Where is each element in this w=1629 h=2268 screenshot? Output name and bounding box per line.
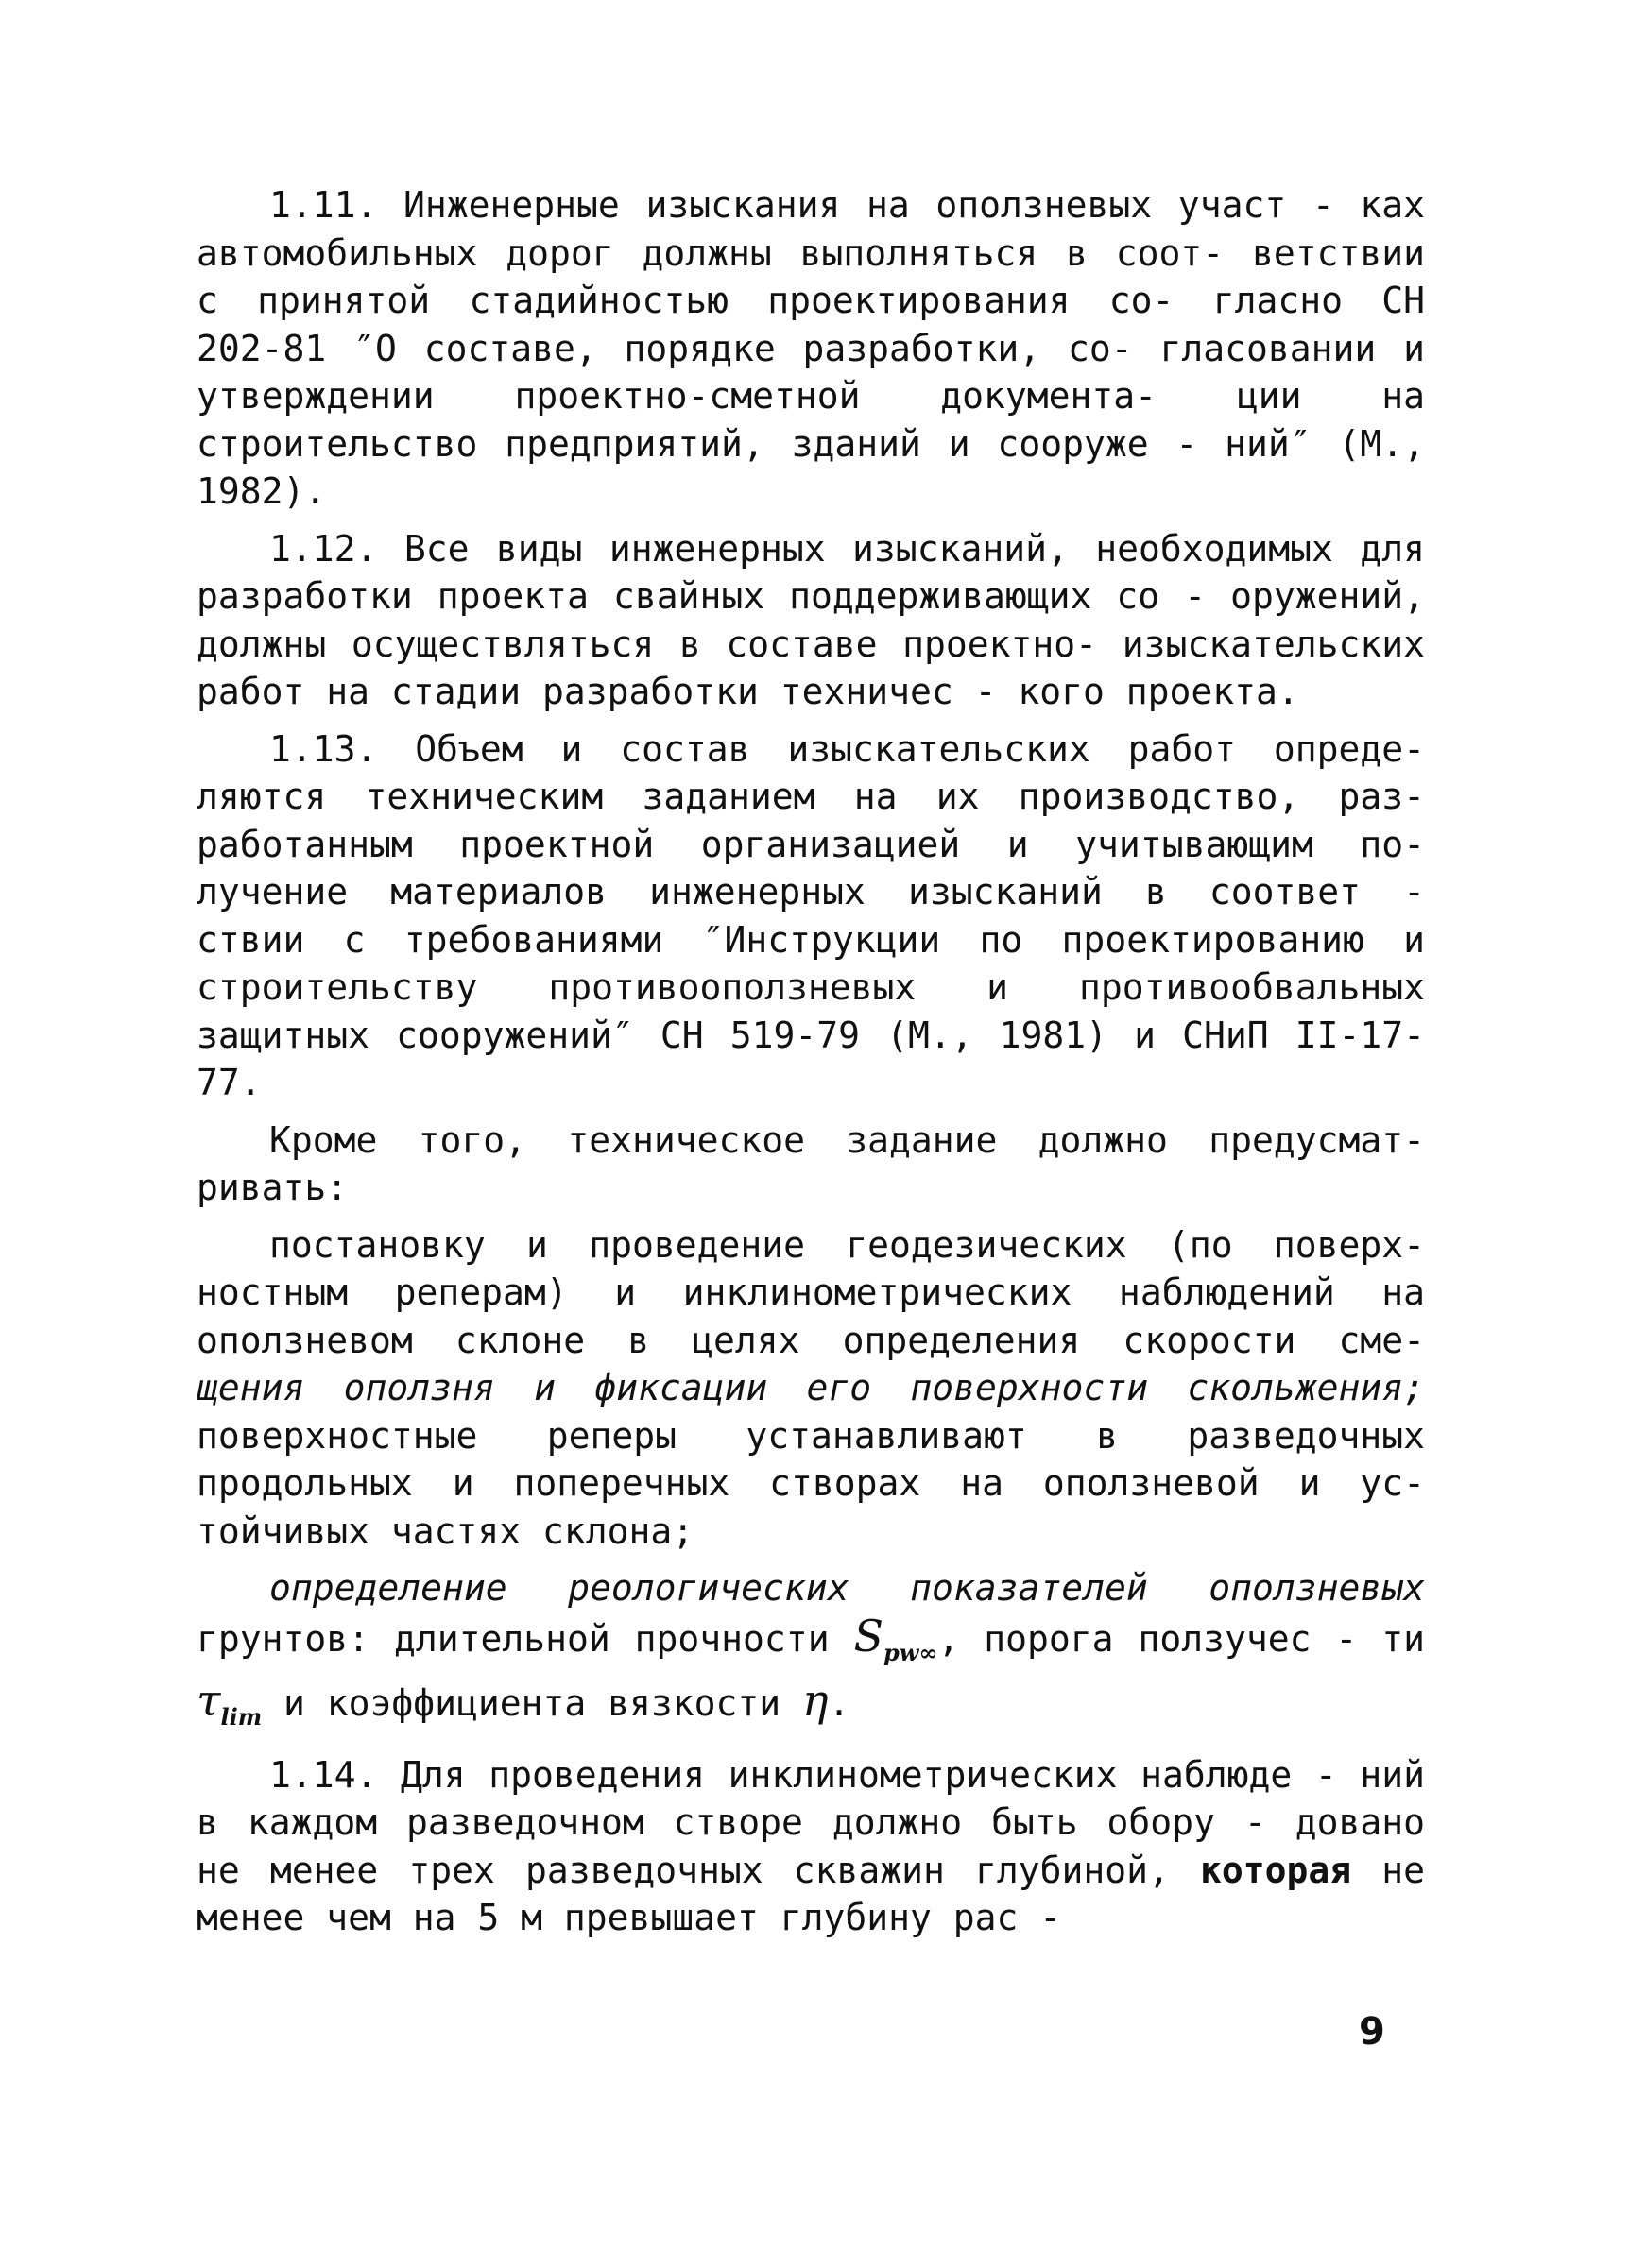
paragraph-1-13-text: 1.13. Объем и состав изыскательских работ опреде- ляются техническим заданием на их производство, раз- работанным проектной организацией и учитывающим по- лучение материалов инженерных изысканий в соответ - ствии с требованиями ″Инструкции по проектированию и строительству противооползневых и противообвальных защитных сооружений″ СН 519-79 (М., 1981) и СНиП II-17-77. bbox=[197, 727, 1425, 1103]
strength-symbol: S bbox=[853, 1610, 884, 1662]
paragraph-1-12 bbox=[197, 525, 1425, 716]
list-item-rheology-text-b: грунтов: длительной прочности bbox=[197, 1617, 854, 1660]
paragraph-1-11 bbox=[197, 181, 1425, 516]
list-item-rheology-text-a: определение реологических показателей оползневых bbox=[269, 1567, 1425, 1609]
strength-subscript: pw∞ bbox=[883, 1638, 938, 1666]
viscosity-symbol: η bbox=[802, 1675, 829, 1726]
paragraph-besides bbox=[197, 1117, 1425, 1212]
paragraph-1-14-text-a: 1.14. Для проведения инклинометрических наблюде - ний в каждом разведочном створе должно быть обору - довано не менее трех разведочных скважин глубиной, bbox=[197, 1753, 1425, 1891]
strength-formula bbox=[853, 1610, 938, 1666]
list-item-geodetic-text-c: поверхностные реперы устанавливают в разведочных продольных и поперечных створах на оползневой и ус- тойчивых частях склона; bbox=[197, 1414, 1425, 1552]
list-item-geodetic-text-a: постановку и проведение геодезических (по поверх- ностным реперам) и инклинометрических наблюдений на оползневом склоне в целях определения скорости сме- bbox=[197, 1223, 1425, 1361]
paragraph-1-14 bbox=[197, 1751, 1425, 1942]
paragraph-1-12-text: 1.12. Все виды инженерных изысканий, необходимых для разработки проекта свайных поддерживающих со - оружений, должны осуществляться в составе проектно- изыскательских работ на стадии разработки техничес - кого проекта. bbox=[197, 527, 1425, 712]
creep-symbol: τ bbox=[197, 1675, 221, 1726]
paragraph-1-13 bbox=[197, 725, 1425, 1107]
creep-subscript: lim bbox=[220, 1703, 263, 1731]
list-item-rheology bbox=[197, 1564, 1425, 1742]
page-number: 9 bbox=[1359, 2010, 1385, 2054]
paragraph-besides-text: Кроме того, техническое задание должно предусмат- ривать: bbox=[197, 1118, 1425, 1208]
list-item-rheology-text-e: . bbox=[828, 1682, 850, 1724]
paragraph-1-14-text-c: не менее чем на 5 м превышает глубину рас - bbox=[197, 1849, 1425, 1938]
creep-threshold-formula bbox=[197, 1675, 263, 1731]
paragraph-1-11-text: 1.11. Инженерные изыскания на оползневых участ - ках автомобильных дорог должны выполняться в соот- ветствии с принятой стадийностью проектирования со- гласно СН 202-81 ″О составе, порядке разработки, со- гласовании и утверждении проектно-сметной документа- ции на строительство предприятий, зданий и сооруже - ний″ (М., 1982). bbox=[197, 184, 1425, 512]
document-body bbox=[197, 181, 1425, 1952]
list-item-rheology-text-d: и коэффициента вязкости bbox=[262, 1682, 803, 1724]
list-item-geodetic bbox=[197, 1221, 1425, 1556]
list-item-geodetic-text-b: щения оползня и фиксации его поверхности скольжения; bbox=[197, 1367, 1425, 1408]
paragraph-1-14-text-b: которая bbox=[1199, 1849, 1352, 1891]
list-item-rheology-text-c: , порога ползучес - ти bbox=[937, 1617, 1425, 1660]
